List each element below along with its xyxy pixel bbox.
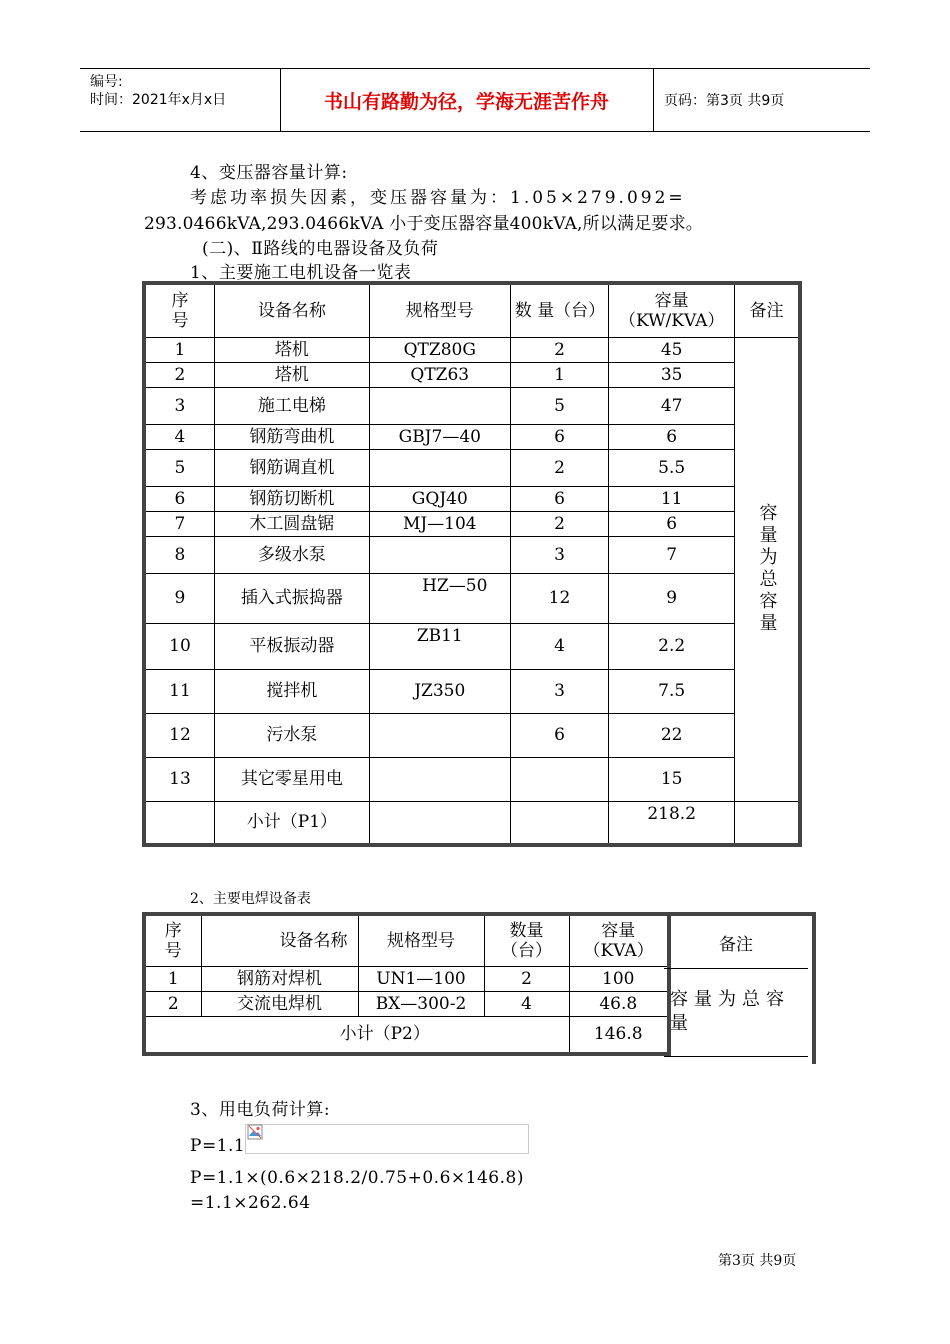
cell-qty: 6	[510, 424, 609, 449]
cell-cap: 2.2	[609, 623, 735, 669]
cell-qty: 1	[510, 362, 609, 387]
table-row	[144, 362, 800, 387]
cell-no: 2	[144, 991, 201, 1016]
cell-model	[369, 536, 510, 573]
cell-name: 搅拌机	[214, 669, 369, 713]
time-label: 时间：2021年x月x日	[90, 92, 227, 108]
cell-empty	[735, 801, 800, 845]
subtotal-label: 小计（P2）	[201, 1016, 569, 1054]
cell-empty	[510, 801, 609, 845]
cell-no: 5	[144, 449, 214, 486]
header-cap: 容量（KVA）	[569, 914, 669, 966]
header-meta	[80, 69, 281, 131]
table2-title: 2、主要电焊设备表	[190, 891, 311, 907]
broken-image-icon	[247, 1124, 263, 1140]
header-qty: 数 量（台）	[510, 283, 609, 337]
header-no: 序号	[144, 283, 214, 337]
table-row	[144, 387, 800, 424]
page-footer: 第3页 共9页	[718, 1253, 797, 1269]
cell-model: HZ—50	[369, 573, 510, 623]
cell-model	[369, 387, 510, 424]
header-qty: 数量（台）	[484, 914, 569, 966]
subtotal-label: 小计（P1）	[214, 801, 369, 845]
cell-model: MJ—104	[369, 511, 510, 536]
table2-remark-column	[664, 912, 816, 1064]
cell-cap: 15	[609, 757, 735, 801]
cell-name: 木工圆盘锯	[214, 511, 369, 536]
header-remark: 备注	[735, 283, 800, 337]
remark-text: 容量为总容量	[756, 503, 778, 635]
cell-qty: 2	[484, 966, 569, 991]
table-row	[144, 486, 800, 511]
cell-model: QTZ80G	[369, 337, 510, 362]
cell-qty	[510, 757, 609, 801]
table-row	[144, 337, 800, 362]
cell-name: 钢筋弯曲机	[214, 424, 369, 449]
number-label: 编号:	[90, 74, 123, 90]
cell-name: 钢筋调直机	[214, 449, 369, 486]
cell-name: 平板振动器	[214, 623, 369, 669]
header-model: 规格型号	[369, 283, 510, 337]
header-no: 序号	[144, 914, 201, 966]
cell-qty: 2	[510, 511, 609, 536]
table1-title: 1、主要施工电机设备一览表	[190, 263, 412, 283]
equipment-table	[142, 281, 802, 847]
cell-name: 多级水泵	[214, 536, 369, 573]
cell-empty	[369, 801, 510, 845]
cell-no: 1	[144, 337, 214, 362]
page-header	[80, 68, 870, 132]
table-row	[144, 966, 669, 991]
remark-cell	[735, 337, 800, 801]
cell-no: 6	[144, 486, 214, 511]
cell-model	[369, 449, 510, 486]
cell-name: 塔机	[214, 362, 369, 387]
cell-name: 施工电梯	[214, 387, 369, 424]
section4-line1: 考虑功率损失因素，变压器容量为：1.05×279.092=	[190, 188, 686, 208]
cell-cap: 6	[609, 424, 735, 449]
cell-qty: 3	[510, 669, 609, 713]
cell-cap: 5.5	[609, 449, 735, 486]
table1-header-row	[144, 283, 800, 337]
header-remark: 备注	[664, 916, 808, 969]
table-row	[144, 424, 800, 449]
subtotal-row	[144, 1016, 669, 1054]
cell-cap: 45	[609, 337, 735, 362]
header-name: 设备名称	[201, 914, 358, 966]
cell-no: 12	[144, 713, 214, 757]
cell-cap: 9	[609, 573, 735, 623]
cell-qty: 6	[510, 486, 609, 511]
cell-cap: 11	[609, 486, 735, 511]
cell-no: 11	[144, 669, 214, 713]
section3-title: 3、用电负荷计算:	[190, 1100, 331, 1120]
cell-qty: 4	[510, 623, 609, 669]
section-ii-title: (二)、Ⅱ路线的电器设备及负荷	[202, 239, 439, 259]
cell-cap: 22	[609, 713, 735, 757]
cell-cap: 7.5	[609, 669, 735, 713]
cell-no: 7	[144, 511, 214, 536]
section4-line2: 293.0466kVA,293.0466kVA 小于变压器容量400kVA,所以满足要求。	[144, 214, 703, 234]
cell-qty: 3	[510, 536, 609, 573]
formula-1: P=1.1	[190, 1136, 246, 1156]
cell-cap: 7	[609, 536, 735, 573]
cell-model	[369, 757, 510, 801]
table-row	[144, 573, 800, 623]
header-cap: 容量（KW/KVA）	[609, 283, 735, 337]
cell-qty: 5	[510, 387, 609, 424]
cell-model: ZB11	[369, 623, 510, 669]
cell-model: GBJ7—40	[369, 424, 510, 449]
cell-model: BX—300-2	[358, 991, 484, 1016]
table-row	[144, 536, 800, 573]
cell-no: 3	[144, 387, 214, 424]
cell-model: QTZ63	[369, 362, 510, 387]
formula-2: P=1.1×(0.6×218.2/0.75+0.6×146.8)	[190, 1168, 524, 1188]
table-row	[144, 713, 800, 757]
formula-image-placeholder	[245, 1124, 529, 1154]
table-row	[144, 757, 800, 801]
cell-no: 8	[144, 536, 214, 573]
cell-qty: 2	[510, 337, 609, 362]
cell-cap: 35	[609, 362, 735, 387]
header-page-cell	[654, 69, 870, 131]
cell-no: 10	[144, 623, 214, 669]
cell-name: 其它零星用电	[214, 757, 369, 801]
motto: 书山有路勤为径，学海无涯苦作舟	[323, 90, 609, 113]
subtotal-value: 146.8	[569, 1016, 669, 1054]
cell-empty	[144, 801, 214, 845]
cell-cap: 100	[569, 966, 669, 991]
cell-name: 污水泵	[214, 713, 369, 757]
cell-no: 13	[144, 757, 214, 801]
cell-cap: 6	[609, 511, 735, 536]
page-info: 页码：第3页 共9页	[664, 93, 785, 109]
remark-bottom-line	[664, 1056, 808, 1057]
cell-name: 交流电焊机	[201, 991, 358, 1016]
cell-model: UN1—100	[358, 966, 484, 991]
cell-name: 插入式振捣器	[214, 573, 369, 623]
table-row	[144, 991, 669, 1016]
cell-qty: 6	[510, 713, 609, 757]
cell-qty: 2	[510, 449, 609, 486]
cell-no: 9	[144, 573, 214, 623]
cell-qty: 12	[510, 573, 609, 623]
welding-table	[142, 912, 671, 1056]
cell-qty: 4	[484, 991, 569, 1016]
header-motto-cell	[280, 69, 654, 131]
formula-3: =1.1×262.64	[190, 1193, 311, 1213]
cell-empty	[144, 1016, 201, 1054]
cell-model: JZ350	[369, 669, 510, 713]
remark-text: 容量为总容量	[670, 989, 790, 1034]
cell-no: 2	[144, 362, 214, 387]
table-row	[144, 511, 800, 536]
table-row	[144, 623, 800, 669]
header-name: 设备名称	[214, 283, 369, 337]
cell-name: 钢筋对焊机	[201, 966, 358, 991]
table-row	[144, 449, 800, 486]
subtotal-row	[144, 801, 800, 845]
table-row	[144, 669, 800, 713]
section4-title: 4、变压器容量计算:	[190, 163, 348, 183]
cell-name: 塔机	[214, 337, 369, 362]
cell-name: 钢筋切断机	[214, 486, 369, 511]
cell-cap: 46.8	[569, 991, 669, 1016]
cell-model: GQJ40	[369, 486, 510, 511]
subtotal-value: 218.2	[609, 801, 735, 845]
header-model: 规格型号	[358, 914, 484, 966]
cell-no: 4	[144, 424, 214, 449]
cell-cap: 47	[609, 387, 735, 424]
table2-header-row	[144, 914, 669, 966]
cell-model	[369, 713, 510, 757]
cell-no: 1	[144, 966, 201, 991]
